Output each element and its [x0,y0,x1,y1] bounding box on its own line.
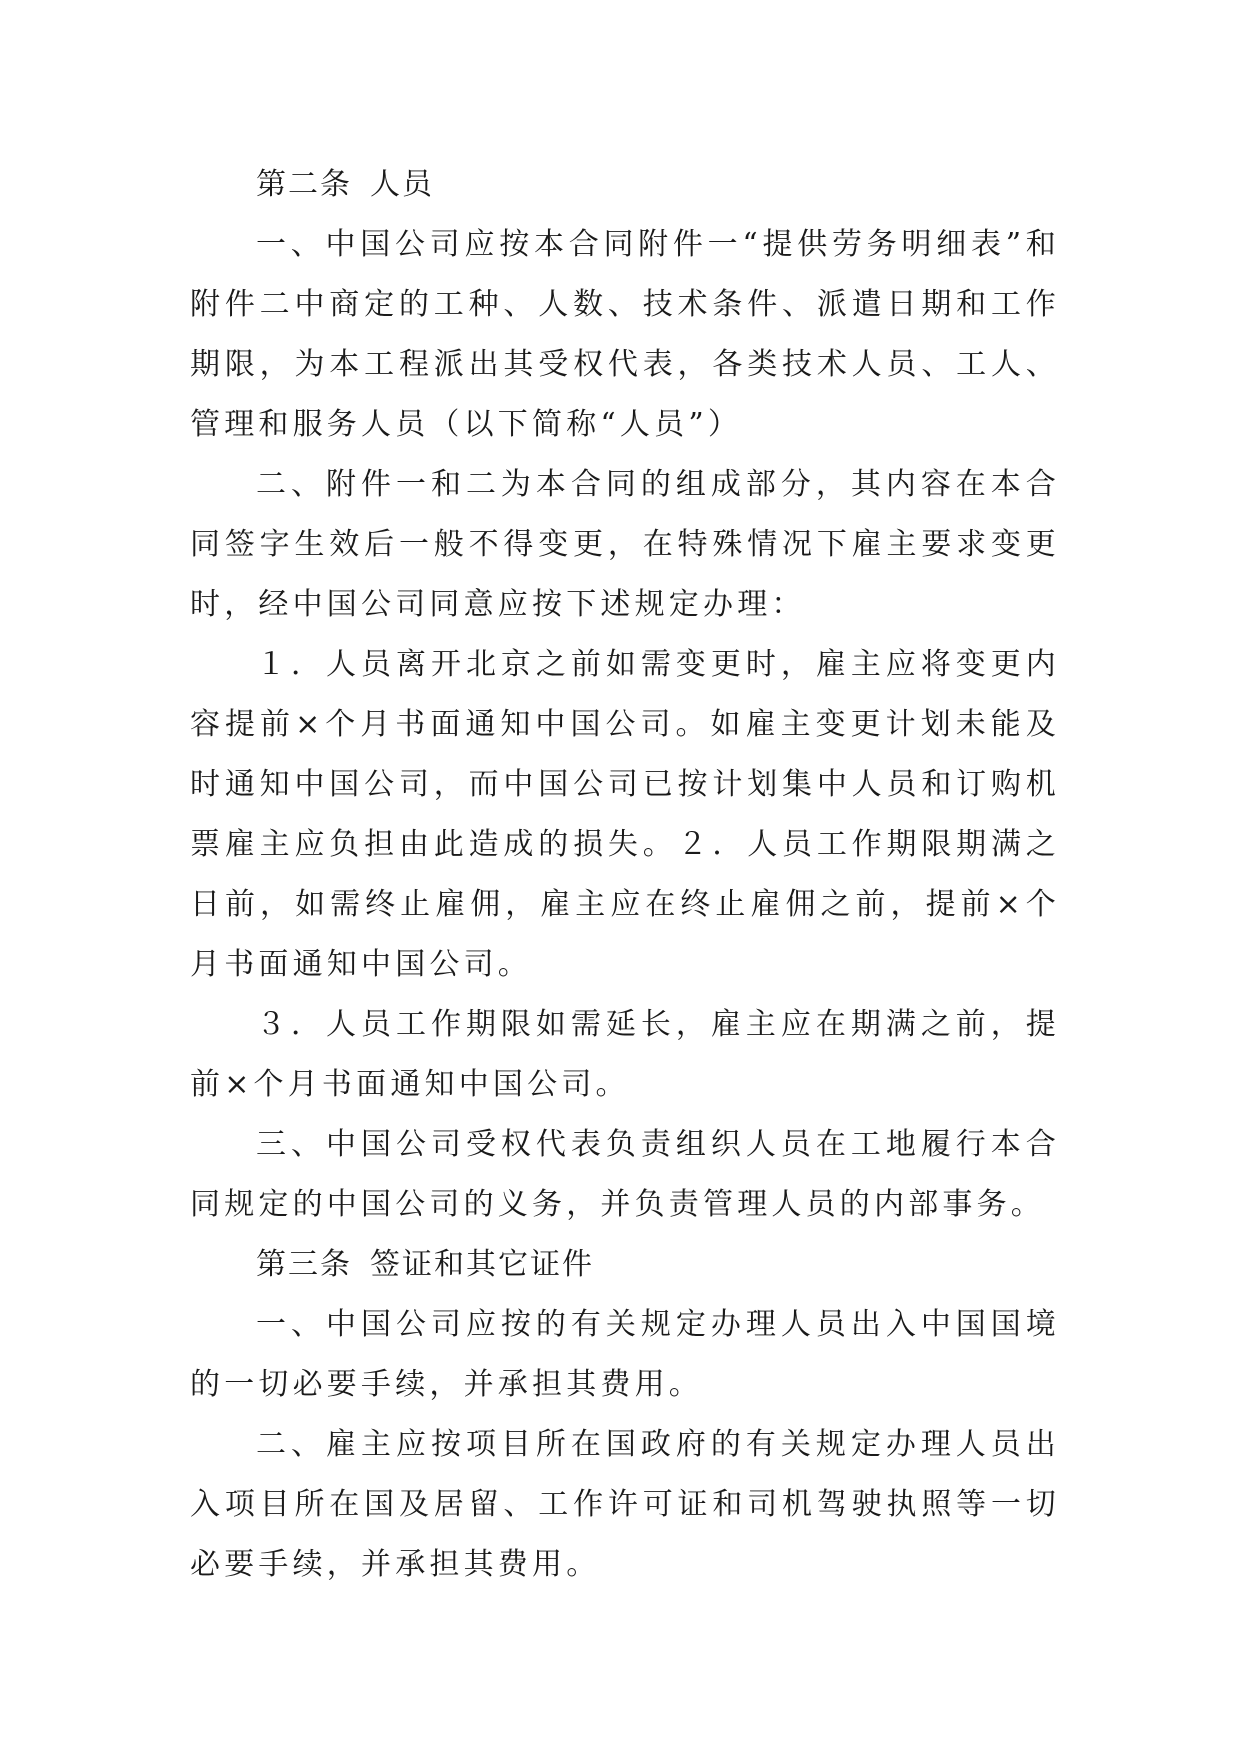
article-2-paragraph-3: １．人员离开北京之前如需变更时，雇主应将变更内容提前×个月书面通知中国公司。如雇主变更计划未能及时通知中国公司，而中国公司已按计划集中人员和订购机票雇主应负担由此造成的损失。２．人员工作期限期满之日前，如需终止雇佣，雇主应在终止雇佣之前，提前×个月书面通知中国公司。 [190,647,1060,982]
article-2-number: 第二条 [256,167,352,202]
article-2-paragraph-2: 二、附件一和二为本合同的组成部分，其内容在本合同签字生效后一般不得变更，在特殊情况下雇主要求变更时，经中国公司同意应按下述规定办理： [190,467,1060,622]
article-3-number: 第三条 [256,1247,352,1282]
article-3-paragraph-1: 一、中国公司应按的有关规定办理人员出入中国国境的一切必要手续，并承担其费用。 [190,1307,1060,1402]
article-2-paragraph-5: 三、中国公司受权代表负责组织人员在工地履行本合同规定的中国公司的义务，并负责管理人员的内部事务。 [190,1127,1060,1222]
document-body [190,155,1060,1595]
article-2-heading [190,155,1060,215]
article-2-title: 人员 [370,167,434,202]
article-2-paragraph-4: ３．人员工作期限如需延长，雇主应在期满之前，提前×个月书面通知中国公司。 [190,1007,1060,1102]
article-3-heading [190,1235,1060,1295]
article-2-paragraph-1: 一、中国公司应按本合同附件一“提供劳务明细表”和附件二中商定的工种、人数、技术条件、派遣日期和工作期限，为本工程派出其受权代表，各类技术人员、工人、管理和服务人员（以下简称“人员”） [190,227,1060,442]
article-3-title: 签证和其它证件 [370,1247,594,1282]
article-3-paragraph-2: 二、雇主应按项目所在国政府的有关规定办理人员出入项目所在国及居留、工作许可证和司机驾驶执照等一切必要手续，并承担其费用。 [190,1427,1060,1582]
